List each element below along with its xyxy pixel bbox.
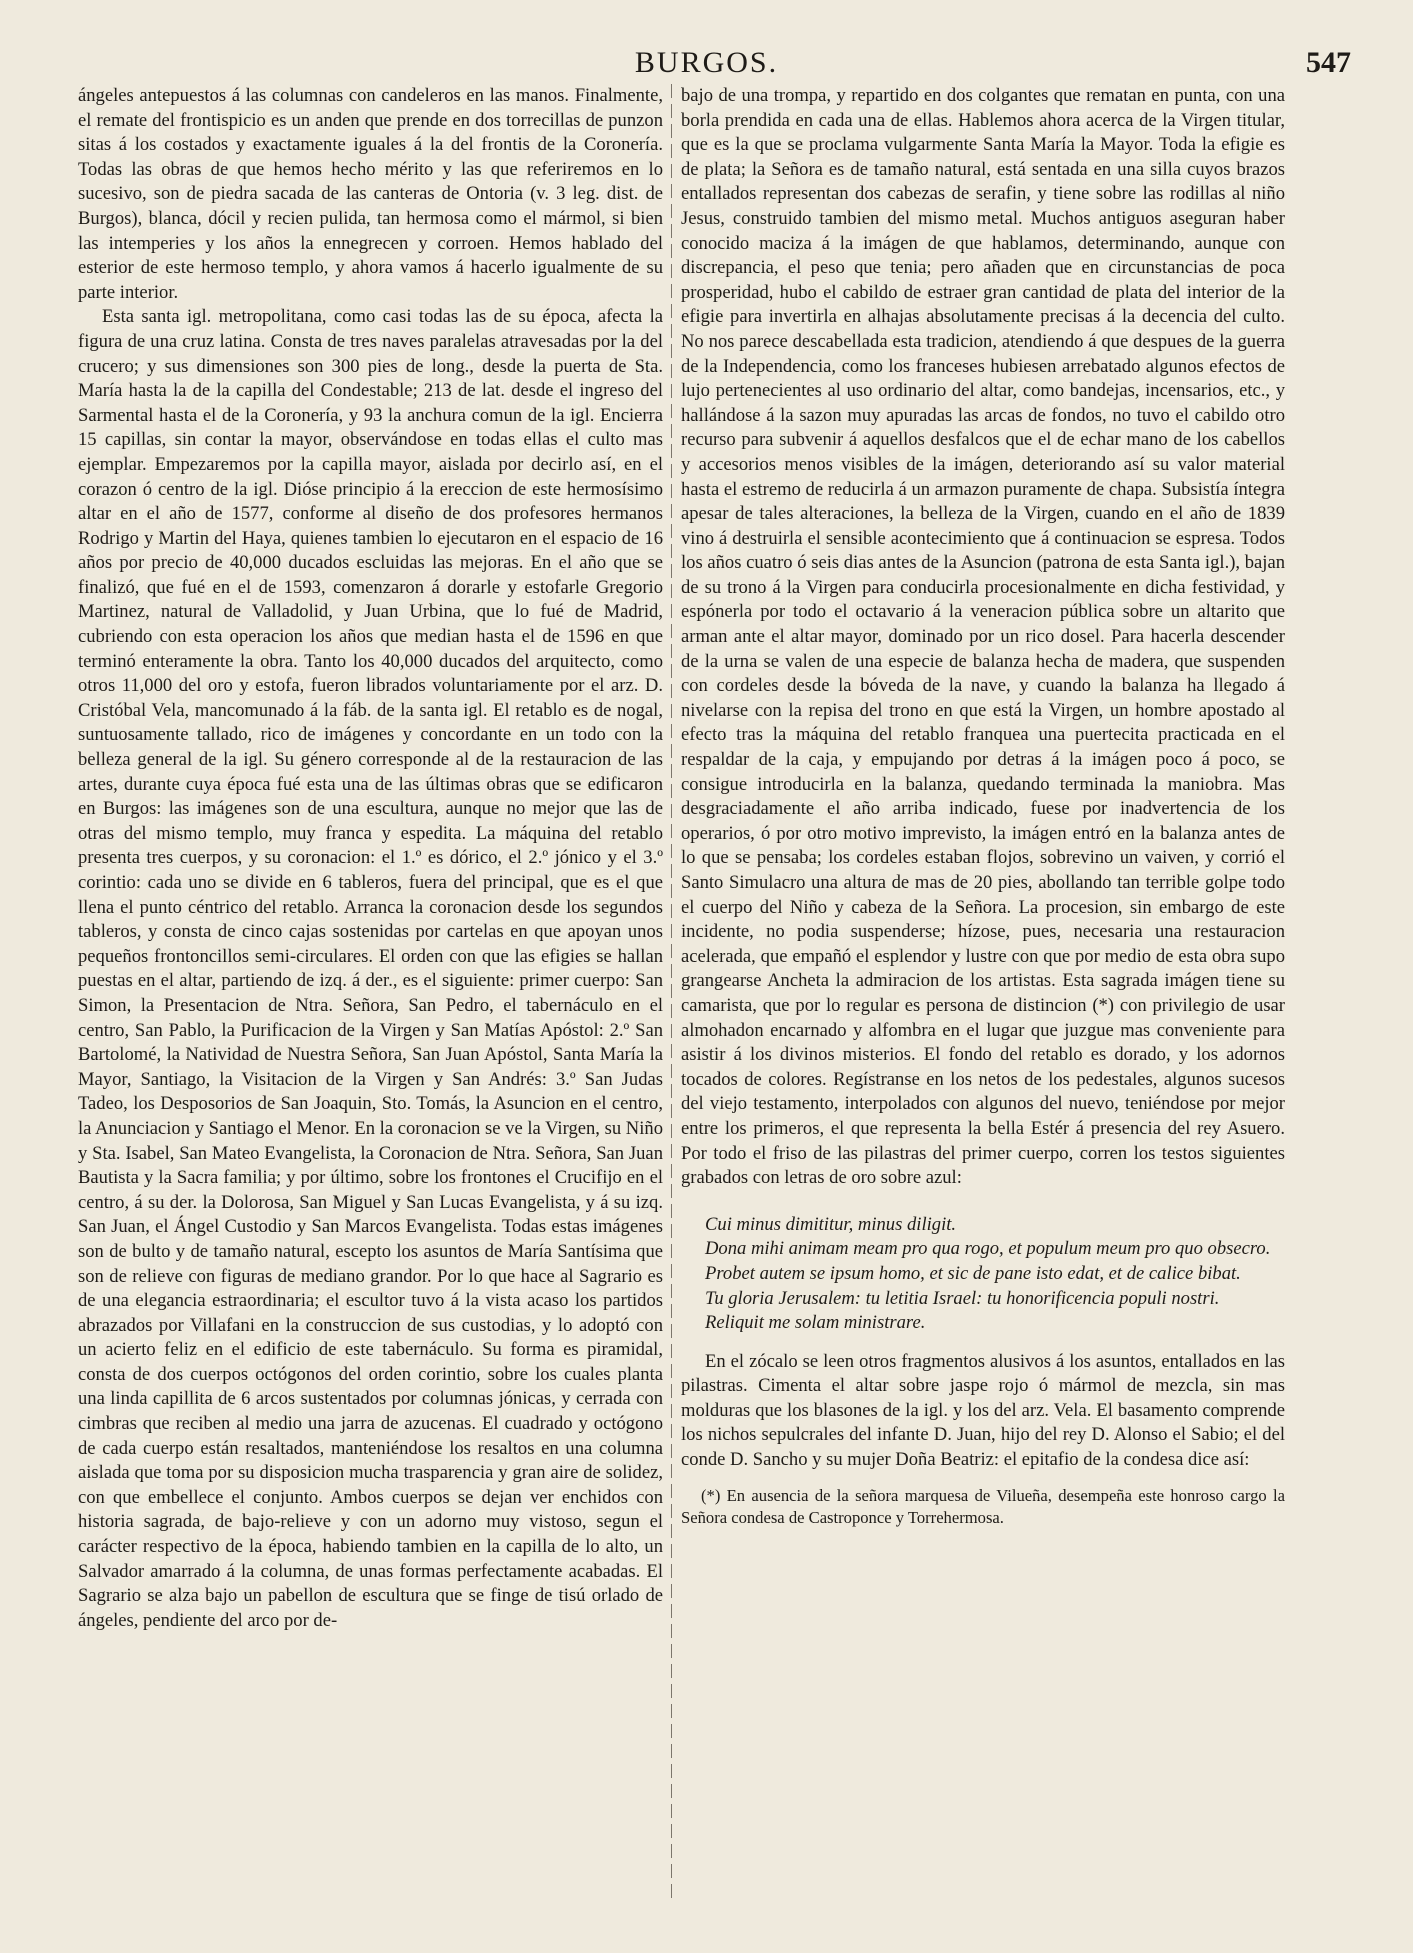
verse-line: Cui minus dimititur, minus diligit. <box>705 1213 957 1235</box>
page-number: 547 <box>1306 46 1351 79</box>
verse-line: Tu gloria Jerusalem: tu letitia Israel: tu honorificencia populi nostri. <box>705 1287 1220 1309</box>
left-column <box>78 84 663 1633</box>
footnote <box>681 1485 1285 1529</box>
column-divider <box>671 84 672 1904</box>
verse-line: Dona mihi animam meam pro qua rogo, et populum meum pro quo obsecro. <box>705 1238 1271 1260</box>
latin-inscriptions <box>681 1213 1285 1336</box>
footnote-text: (*) En ausencia de la señora marquesa de Vilueña, desempeña este honroso cargo la Señora condesa de Castroponce y Torrehermosa. <box>681 1485 1285 1527</box>
paragraph: En el zócalo se leen otros fragmentos alusivos á los asuntos, entallados en las pilastras. Cimenta el altar sobre jaspe rojo ó mármol de mezcla, sin mas molduras que los blasones de la igl. y los del arz. Vela. El basamento comprende los nichos sepulcrales del infante D. Juan, hijo del rey D. Alonso el Sabio; el del conde D. Sancho y su mujer Doña Beatriz: el epitafio de la condesa dice así: <box>681 1350 1285 1471</box>
right-column <box>681 84 1285 1529</box>
verse-line: Probet autem se ipsum homo, et sic de pane isto edat, et de calice bibat. <box>705 1262 1241 1284</box>
paragraph: ángeles antepuestos á las columnas con candeleros en las manos. Finalmente, el remate del frontispicio es un anden que prende en dos torrecillas de punzon sitas á los costados y exactamente iguales á la del frontis de la Coronería. Todas las obras de que hemos hecho mérito y las que referiremos en lo sucesivo, son de piedra sacada de las canteras de Ontoria (v. 3 leg. dist. de Burgos), blanca, dócil y recien pulida, tan hermosa como el mármol, si bien las intemperies y los años la ennegrecen y corroen. Hemos hablado del esterior de este hermoso templo, y ahora vamos á hacerlo igualmente de su parte interior. <box>78 85 663 303</box>
paragraph: Esta santa igl. metropolitana, como casi todas las de su época, afecta la figura de una cruz latina. Consta de tres naves paralelas atravesadas por la del crucero; y sus dimensiones son 300 pies de long., desde la puerta de Sta. María hasta la de la capilla del Condestable; 213 de lat. desde el ingreso del Sarmental hasta el de la Coronería, y 93 la anchura comun de la igl. Encierra 15 capillas, sin contar la mayor, observándose en todas ellas el culto mas ejemplar. Empezaremos por la capilla mayor, aislada por decirlo así, en el corazon ó centro de la igl. Dióse principio á la ereccion de este hermosísimo altar en el año de 1577, conforme al diseño de dos profesores hermanos Rodrigo y Martin del Haya, quienes tambien lo ejecutaron en el espacio de 16 años por precio de 40,000 ducados escluidas las mejoras. En el año que se finalizó, que fué en el de 1593, comenzaron á dorarle y estofarle Gregorio Martinez, natural de Valladolid, y Juan Urbina, que lo fué de Madrid, cubriendo con esta operacion los años que median hasta el de 1596 en que terminó enteramente la obra. Tanto los 40,000 ducados del arquitecto, como otros 11,000 del oro y estofa, fueron librados voluntariamente por el arz. D. Cristóbal Vela, mancomunado á la fáb. de la santa igl. El retablo es de nogal, suntuosamente tallado, rico de imágenes y concordante en un todo con la belleza general de la igl. Su género corresponde al de la restauracion de las artes, durante cuya época fué esta una de las últimas obras que se edificaron en Burgos: las imágenes son de una escultura, aunque no mejor que las de otras del mismo templo, muy franca y espedita. La máquina del retablo presenta tres cuerpos, y su coronacion: el 1.º es dórico, el 2.º jónico y el 3.º corintio: cada uno se divide en 6 tableros, fuera del principal, que es el que llena el punto céntrico del retablo. Arranca la coronacion desde los segundos tableros, y consta de cinco cajas sostenidas por cartelas en que apoyan unos pequeños frontoncillos semi-circulares. El orden con que las efigies se hallan puestas en el altar, partiendo de izq. á der., es el siguiente: primer cuerpo: San Simon, la Presentacion de Ntra. Señora, San Pedro, el tabernáculo en el centro, San Pablo, la Purificacion de la Virgen y San Matías Apóstol: 2.º San Bartolomé, la Natividad de Nuestra Señora, San Juan Apóstol, Santa María la Mayor, Santiago, la Visitacion de la Virgen y San Andrés: 3.º San Judas Tadeo, los Desposorios de San Joaquin, Sto. Tomás, la Asuncion en el centro, la Anunciacion y Santiago el Menor. En la coronacion se ve la Virgen, su Niño y Sta. Isabel, San Mateo Evangelista, la Coronacion de Ntra. Señora, San Juan Bautista y la Sacra familia; y por último, sobre los frontones el Crucifijo en el centro, á su der. la Dolorosa, San Miguel y San Lucas Evangelista, y á su izq. San Juan, el Ángel Custodio y San Marcos Evangelista. Todas estas imágenes son de bulto y de tamaño natural, escepto los asuntos de María Santísima que son de relieve con figuras de mediano grandor. Por lo que hace al Sagrario es de una elegancia estraordinaria; el escultor tuvo á la vista acaso los partidos abrazados por Villafani en la construccion de sus custodias, y lo adoptó con un acierto feliz en el edificio de este tabernáculo. Su forma es piramidal, consta de dos cuerpos octógonos del orden corintio, sobre los cuales planta una linda capillita de 6 arcos sustentados por columnas jónicas, y cerrada con cimbras que reciben al medio una jarra de azucenas. El cuadrado y octógono de cada cuerpo están resaltados, manteniéndose los resaltos en una columna aislada que toma por su disposicion mucha trasparencia y gran aire de solidez, con que embellece el conjunto. Ambos cuerpos se dejan ver enchidos con historia sagrada, de bajo-relieve y con un adorno muy vistoso, segun el carácter respectivo de la época, habiendo tambien en la capilla de lo alto, un Salvador amarrado á la columna, de unas formas perfectamente acabadas. El Sagrario se alza bajo un pabellon de escultura que se finge de tisú orlado de ángeles, pendiente del arco por de- <box>78 306 663 1631</box>
verse-line: Reliquit me solam ministrare. <box>705 1312 926 1334</box>
page-title: BURGOS. <box>634 46 779 79</box>
paragraph: bajo de una trompa, y repartido en dos colgantes que rematan en punta, con una borla prendida en cada una de ellas. Hablemos ahora acerca de la Virgen titular, que es la que se proclama vulgarmente Santa María la Mayor. Toda la efigie es de plata; la Señora es de tamaño natural, está sentada en una silla cuyos brazos entallados representan dos cabezas de serafin, y tiene sobre las rodillas al niño Jesus, construido tambien del mismo metal. Muchos antiguos aseguran haber conocido maciza á la imágen de que hablamos, determinando, aunque con discrepancia, el peso que tenia; pero añaden que en circunstancias de poca prosperidad, hubo el cabildo de estraer gran cantidad de plata del interior de la efigie para invertirla en alhajas absolutamente precisas á la decencia del culto. No nos parece descabellada esta tradicion, atendiendo á que despues de la guerra de la Independencia, como los franceses hubiesen arrebatado algunos efectos de lujo pertenecientes al uso ordinario del altar, como bandejas, incensarios, etc., y hallándose á la sazon muy apuradas las arcas de fondos, no tuvo el cabildo otro recurso para subvenir á aquellos desfalcos que el de echar mano de los cabellos y accesorios menos visibles de la imágen, deteriorando así su valor material hasta el estremo de reducirla á un armazon puramente de chapa. Subsistía íntegra apesar de tales alteraciones, la belleza de la Virgen, cuando en el año de 1839 vino á destruirla el sensible acontecimiento que á continuacion se espresa. Todos los años cuatro ó seis dias antes de la Asuncion (patrona de esta Santa igl.), bajan de su trono á la Virgen para conducirla procesionalmente en dicha festividad, y espónerla por todo el octavario á la veneracion pública sobre un altarito que arman ante el altar mayor, dominado por un rico dosel. Para hacerla descender de la urna se valen de una especie de balanza hecha de madera, que suspenden con cordeles desde la bóveda de la nave, y cuando la balanza ha llegado á nivelarse con la repisa del trono en que está la Virgen, un hombre apostado al efecto tras la máquina del retablo franquea una puertecita practicada en el respaldar de la caja, y empujando por detras á la imágen poco á poco, se consigue introducirla en la balanza, quedando terminada la maniobra. Mas desgraciadamente el año arriba indicado, fuese por inadvertencia de los operarios, ó por otro motivo imprevisto, la imágen entró en la balanza antes de lo que se pensaba; los cordeles estaban flojos, sobrevino un vaiven, y corrió el Santo Simulacro una altura de mas de 20 pies, abollando tan terrible golpe todo el cuerpo del Niño y cabeza de la Señora. La procesion, sin embargo de este incidente, no podia suspenderse; hízose, pues, necesaria una restauracion acelerada, que empañó el esplendor y lustre con que por medio de esta obra supo grangearse Ancheta la admiracion de los artistas. Esta sagrada imágen tiene su camarista, que por lo regular es persona de distincion (*) con privilegio de usar almohadon encarnado y alfombra en el lugar que juzgue mas conveniente para asistir á los divinos misterios. El fondo del retablo es dorado, y los adornos tocados de colores. Regístranse en los netos de los pedestales, algunos sucesos del viejo testamento, interpolados con algunos del nuevo, teniéndose por mejor entre los primeros, el que representa la bella Estér á presencia del rey Asuero. Por todo el friso de las pilastras del primer cuerpo, corren los testos siguientes grabados con letras de oro sobre azul: <box>681 85 1285 1189</box>
